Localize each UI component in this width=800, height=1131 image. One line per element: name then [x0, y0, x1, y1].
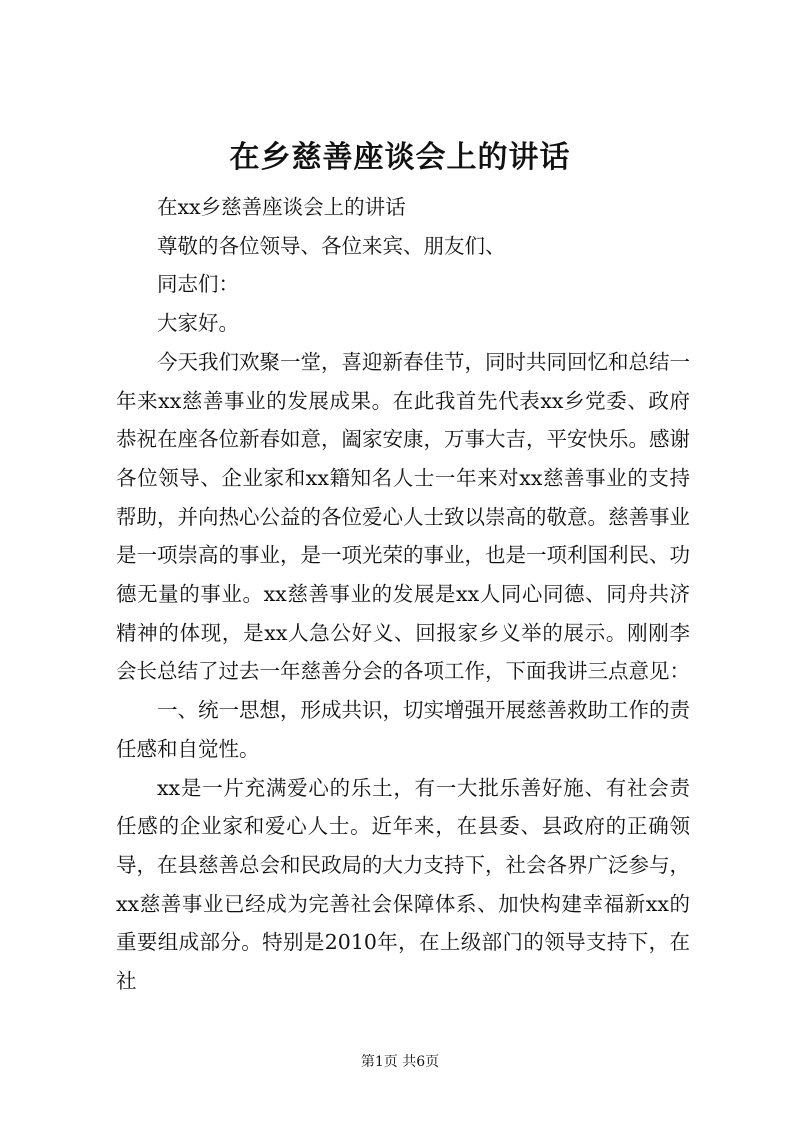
document-title: 在乡慈善座谈会上的讲话 [229, 140, 571, 175]
section-heading: 一、统一思想，形成共识，切实增强开展慈善救助工作的责任感和自觉性。 [116, 698, 690, 761]
greeting-line: 大家好。 [157, 311, 239, 336]
page-footer: 第1页 共6页 [360, 1054, 440, 1070]
salutation-line: 同志们： [157, 272, 239, 297]
body-paragraph: 今天我们欢聚一堂，喜迎新春佳节，同时共同回忆和总结一年来xx慈善事业的发展成果。在此我首先代表xx乡党委、政府恭祝在座各位新春如意，阖家安康，万事大吉，平安快乐。感谢各位领导、企业家和xx籍知名人士一年来对xx慈善事业的支持帮助，并向热心公益的各位爱心人士致以崇高的敬意。慈善事业是一项崇高的事业，是一项光荣的事业，也是一项利国利民、功德无量的事业。xx慈善事业的发展是xx人同心同德、同舟共济精神的体现，是xx人急公好义、回报家乡义举的展示。刚刚李会长总结了过去一年慈善分会的各项工作，下面我讲三点意见： [116, 349, 690, 684]
salutation-line: 尊敬的各位领导、各位来宾、朋友们、 [157, 233, 506, 258]
document-body [116, 188, 690, 1001]
subtitle-line: 在xx乡慈善座谈会上的讲话 [157, 195, 406, 219]
body-paragraph: xx是一片充满爱心的乐土，有一大批乐善好施、有社会责任感的企业家和爱心人士。近年来，在县委、县政府的正确领导，在县慈善总会和民政局的大力支持下，社会各界广泛参与，xx慈善事业已经成为完善社会保障体系、加快构建幸福新xx的重要组成部分。特别是2010年，在上级部门的领导支持下，在社 [116, 775, 690, 994]
